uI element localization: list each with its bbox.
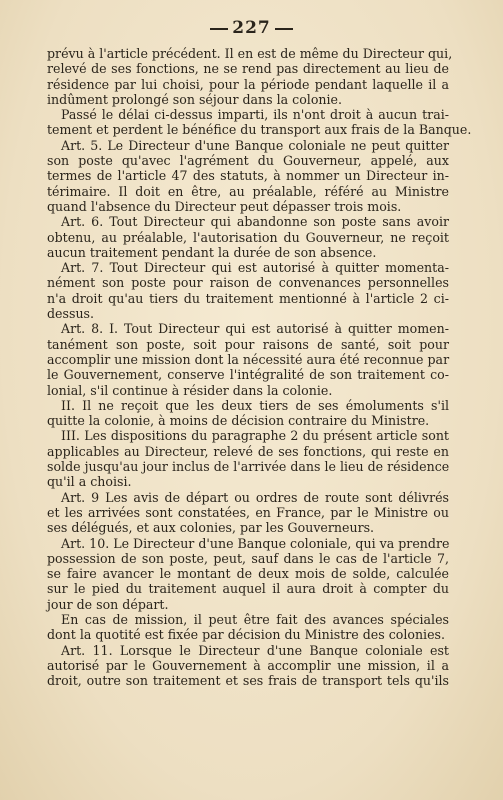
text-line: Art. 10. Le Directeur d'une Banque coloniale, qui va prendre [61,535,450,551]
text-line: se faire avancer le montant de deux mois de solde, calculée [47,566,449,582]
page-number-value: 227 [232,18,271,38]
page-number-dash-right [275,28,293,30]
text-line: ses délégués, et aux colonies, par les Gouverneurs. [47,520,375,536]
text-line: Art. 8. I. Tout Directeur qui est autorisé à quitter momen- [61,321,449,337]
page-number-dash-left [210,28,228,30]
text-line: Passé le délai ci-dessus imparti, ils n'ont droit à aucun trai- [61,107,449,123]
text-line: II. Il ne reçoit que les deux tiers de ses émoluments s'il [61,397,449,413]
page-number [0,18,503,38]
text-line: termes de l'article 47 des statuts, à nommer un Directeur in- [47,168,449,184]
text-line: Art. 9 Les avis de départ ou ordres de route sont délivrés [61,489,449,505]
text-line: le Gouvernement, conserve l'intégralité de son traitement co- [47,367,449,383]
text-line: obtenu, au préalable, l'autorisation du Gouverneur, ne reçoit [47,229,449,245]
text-line: prévu à l'article précédent. Il en est de même du Directeur qui, [47,46,453,61]
text-line: accomplir une mission dont la nécessité aura été reconnue par [47,351,450,367]
text-line: applicables au Directeur, relevé de ses fonctions, qui reste en [47,443,449,459]
text-line: possession de son poste, peut, sauf dans le cas de l'article 7, [47,550,449,566]
text-line: Art. 6. Tout Directeur qui abandonne son poste sans avoir [61,214,449,230]
text-line: résidence par lui choisi, pour la période pendant laquelle il a [47,76,449,92]
text-line: aucun traitement pendant la durée de son absence. [47,244,377,260]
text-line: dessus. [47,306,95,322]
text-line: Art. 11. Lorsque le Directeur d'une Banque coloniale est [61,642,449,658]
text-line: Art. 5. Le Directeur d'une Banque coloniale ne peut quitter [61,137,449,153]
text-line: tement et perdent le bénéfice du transport aux frais de la Banque. [47,122,472,138]
text-line: quitte la colonie, à moins de décision contraire du Ministre. [47,413,430,429]
text-line: solde jusqu'au jour inclus de l'arrivée dans le lieu de résidence [47,459,450,475]
text-line: n'a droit qu'au tiers du traitement mentionné à l'article 2 ci- [47,290,449,306]
text-line: quand l'absence du Directeur peut dépasser trois mois. [47,198,402,214]
text-line: son poste qu'avec l'agrément du Gouverneur, appelé, aux [47,153,449,169]
text-line: tanément son poste, soit pour raisons de santé, soit pour [47,336,449,352]
text-line: III. Les dispositions du paragraphe 2 du présent article sont [61,428,449,444]
text-line: et les arrivées sont constatées, en France, par le Ministre ou [47,504,449,520]
text-line: sur le pied du traitement auquel il aura droit à compter du [47,581,449,597]
text-line: droit, outre son traitement et ses frais de transport tels qu'ils [47,673,449,689]
text-line: En cas de mission, il peut être fait des avances spéciales [61,611,449,627]
text-line: jour de son départ. [47,596,169,612]
body-text [47,46,472,689]
text-line: indûment prolongé son séjour dans la colonie. [47,91,343,107]
text-line: térimaire. Il doit en être, au préalable, référé au Ministre [47,183,449,199]
text-line: dont la quotité est fixée par décision du Ministre des colonies. [47,627,446,643]
text-line: qu'il a choisi. [47,474,132,490]
text-line: Art. 7. Tout Directeur qui est autorisé à quitter momenta- [61,260,449,276]
text-line: relevé de ses fonctions, ne se rend pas directement au lieu de [47,61,449,77]
text-line: autorisé par le Gouvernement à accomplir une mission, il a [47,657,449,673]
text-line: lonial, s'il continue à résider dans la colonie. [47,382,333,398]
text-line: nément son poste pour raison de convenances personnelles [47,275,449,291]
